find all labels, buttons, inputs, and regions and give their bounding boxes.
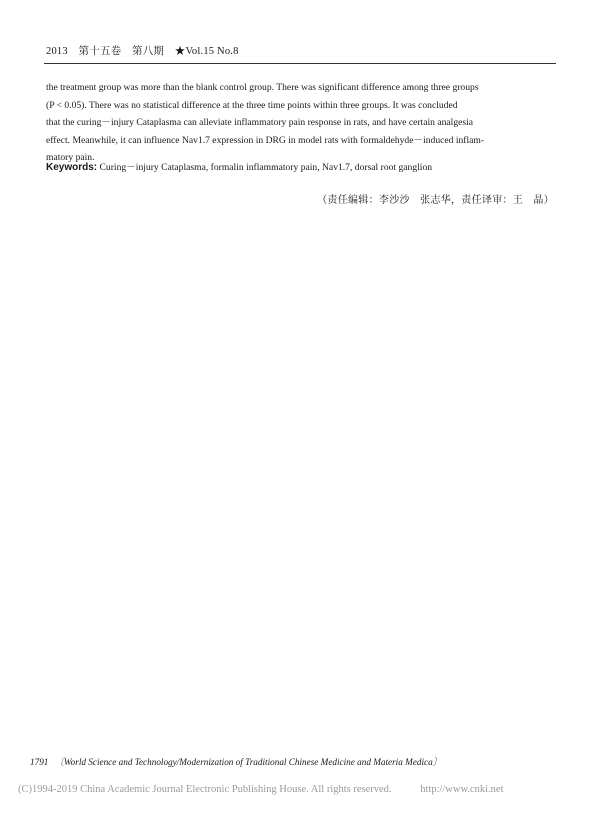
copyright-notice: [18, 784, 504, 795]
abstract-line: effect. Meanwhile, it can influence Nav1.7 expression in DRG in model rats with formaldehyde－induced inflam-: [46, 134, 485, 146]
abstract-body: [46, 79, 554, 167]
cnki-link[interactable]: http://www.cnki.net: [420, 784, 504, 795]
abstract-line: that the curing－injury Cataplasma can alleviate inflammatory pain response in rats, and have certain analgesia: [46, 117, 474, 129]
keywords-text: Curing－injury Cataplasma, formalin inflammatory pain, Nav1.7, dorsal root ganglion: [99, 162, 433, 173]
keywords-label: Keywords:: [46, 162, 98, 173]
abstract-line: the treatment group was more than the blank control group. There was significant difference among three groups: [46, 82, 479, 93]
journal-name: 〔World Science and Technology/Modernization of Traditional Chinese Medicine and Materia Medica〕: [54, 757, 442, 767]
keywords: [46, 159, 554, 176]
page-footer: [30, 754, 442, 768]
header-rule: [44, 63, 556, 64]
abstract-line: (P < 0.05). There was no statistical difference at the three time points within three groups. It was concluded: [46, 99, 458, 111]
editor-credits: （责任编辑：李沙沙 张志华，责任译审：王 晶）: [317, 195, 554, 206]
running-header: 2013 第十五卷 第八期 ★Vol.15 No.8: [46, 46, 239, 57]
abstract-line: matory pain.: [46, 152, 95, 164]
copyright-text: (C)1994-2019 China Academic Journal Electronic Publishing House. All rights reserved.: [18, 784, 392, 795]
page-number: 1791: [30, 757, 49, 767]
